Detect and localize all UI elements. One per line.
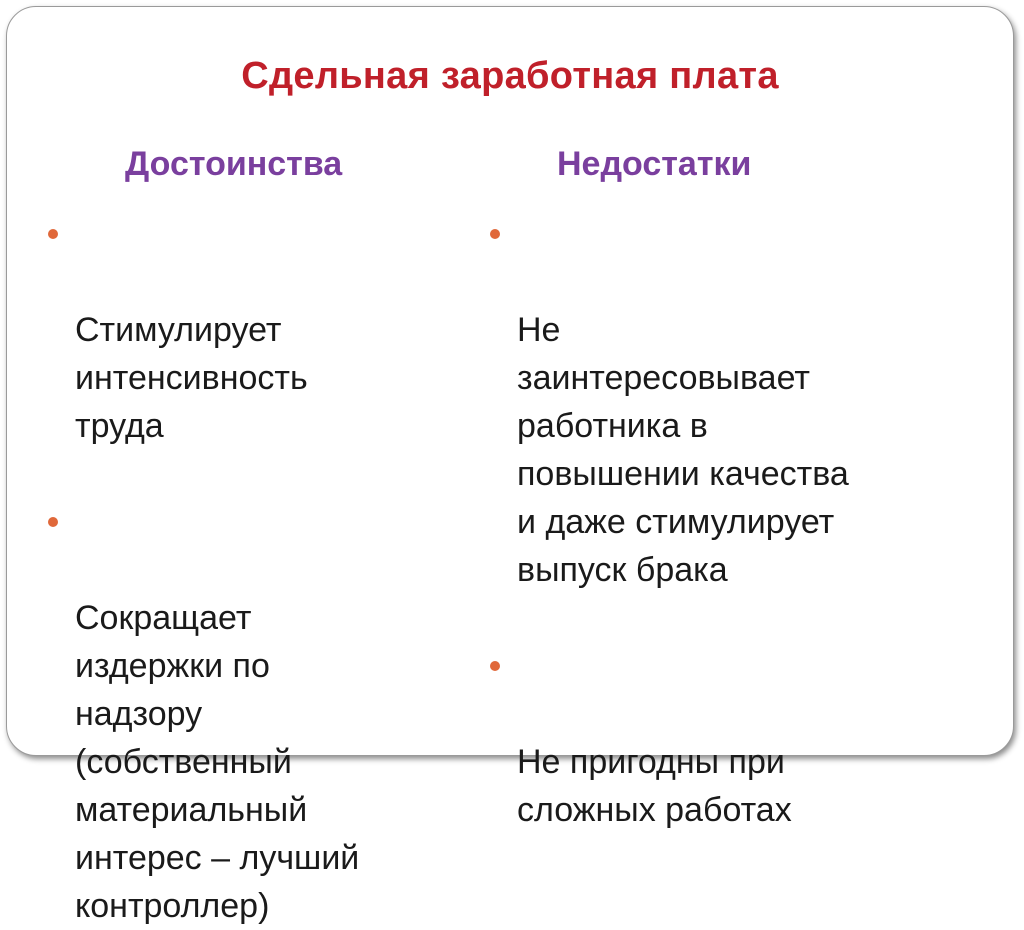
- list-item: [35, 498, 455, 930]
- list-item-text: Сокращает издержки по надзору (собственный материальный интерес – лучший контроллер): [75, 599, 360, 925]
- bullet-icon: [48, 517, 58, 527]
- list-item-text: Стимулирует интенсивность труда: [75, 311, 308, 445]
- list-item-text: Не пригодны при сложных работах: [517, 743, 792, 829]
- slide: [6, 6, 1014, 925]
- list-item-text: Не заинтересовывает работника в повышении качества и даже стимулирует выпуск брака: [517, 311, 849, 589]
- advantages-column: [35, 142, 455, 930]
- bullet-icon: [490, 229, 500, 239]
- slide-title: Сдельная заработная плата: [241, 55, 779, 97]
- disadvantages-list: [477, 210, 947, 834]
- bullet-icon: [48, 229, 58, 239]
- list-item: [35, 210, 455, 450]
- disadvantages-heading: Недостатки: [557, 145, 752, 183]
- disadvantages-column: [477, 142, 947, 834]
- bullet-icon: [490, 661, 500, 671]
- advantages-list: [35, 210, 455, 930]
- list-item: [477, 210, 947, 594]
- list-item: [477, 642, 947, 834]
- advantages-heading: Достоинства: [125, 145, 343, 183]
